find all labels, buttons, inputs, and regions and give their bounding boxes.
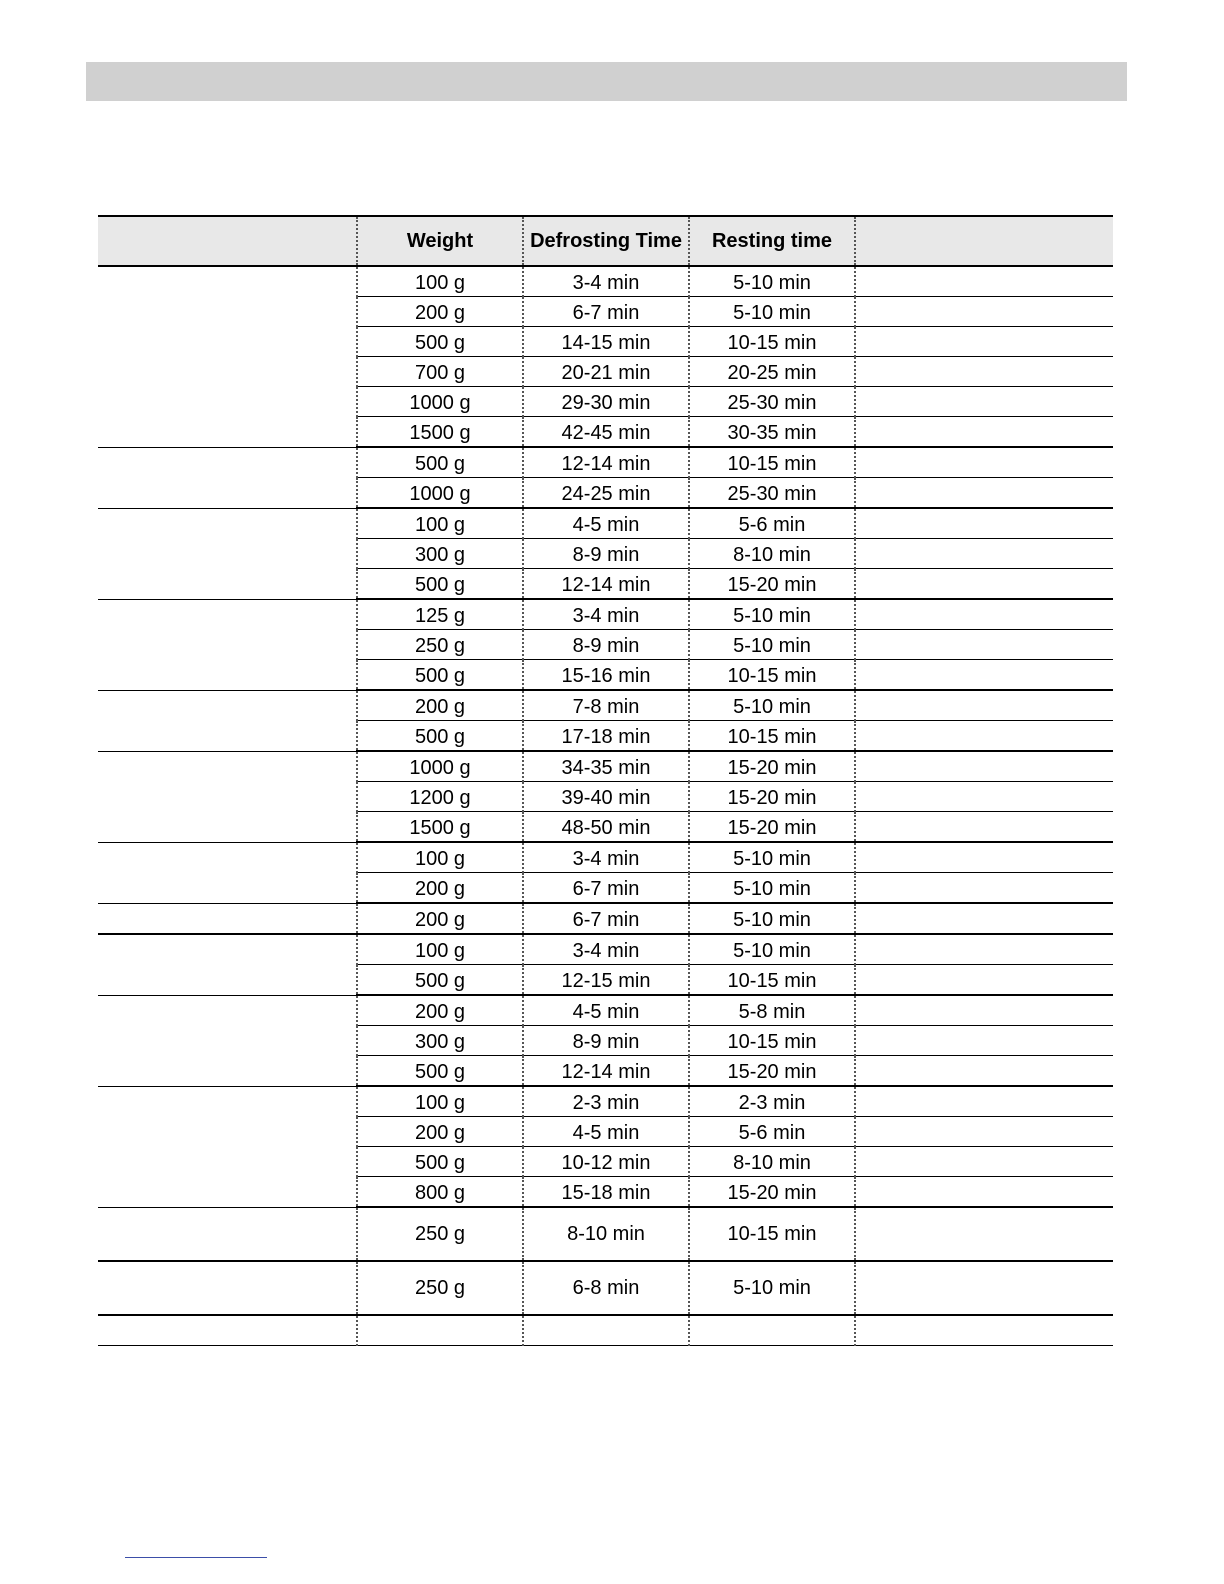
- notes-cell: [855, 478, 1113, 509]
- weight-cell: 1200 g: [357, 782, 523, 812]
- notes-cell: [855, 1086, 1113, 1117]
- table-row: [98, 508, 1113, 539]
- resting-time-cell: 5-10 min: [689, 599, 855, 630]
- weight-cell: 250 g: [357, 1261, 523, 1315]
- defrosting-time-cell: 6-8 min: [523, 1261, 689, 1315]
- defrosting-time-cell: 12-15 min: [523, 965, 689, 996]
- notes-cell: [855, 1056, 1113, 1087]
- weight-cell: 700 g: [357, 357, 523, 387]
- defrosting-time-cell: 39-40 min: [523, 782, 689, 812]
- defrosting-time-cell: 6-7 min: [523, 297, 689, 327]
- defrosting-time-cell: 8-9 min: [523, 539, 689, 569]
- resting-time-cell: 10-15 min: [689, 327, 855, 357]
- table-row: [98, 1207, 1113, 1261]
- weight-cell: 200 g: [357, 297, 523, 327]
- weight-cell: 500 g: [357, 721, 523, 752]
- table-row: [98, 266, 1113, 297]
- footer-link-underline: [125, 1557, 267, 1558]
- section-header-bar: [86, 62, 1127, 101]
- notes-cell: [855, 751, 1113, 782]
- weight-cell: 100 g: [357, 1086, 523, 1117]
- table-row: [98, 1261, 1113, 1315]
- defrosting-time-cell: 3-4 min: [523, 934, 689, 965]
- food-cell: [98, 1261, 357, 1315]
- weight-cell: 500 g: [357, 447, 523, 478]
- header-defrosting-time: Defrosting Time: [523, 216, 689, 266]
- resting-time-cell: 8-10 min: [689, 539, 855, 569]
- header-food: [98, 216, 357, 266]
- defrosting-time-cell: 34-35 min: [523, 751, 689, 782]
- resting-time-cell: 5-10 min: [689, 266, 855, 297]
- table-row: [98, 599, 1113, 630]
- food-cell: [98, 599, 357, 690]
- defrosting-time-cell: 3-4 min: [523, 842, 689, 873]
- resting-time-cell: 5-10 min: [689, 297, 855, 327]
- notes-cell: [855, 387, 1113, 417]
- resting-time-cell: 10-15 min: [689, 660, 855, 691]
- table-row: [98, 842, 1113, 873]
- resting-time-cell: 5-10 min: [689, 873, 855, 904]
- table-row: [98, 934, 1113, 965]
- notes-cell: [855, 539, 1113, 569]
- defrosting-time-cell: 6-7 min: [523, 873, 689, 904]
- table-row: [98, 1086, 1113, 1117]
- weight-cell: 500 g: [357, 569, 523, 600]
- table-row: [98, 690, 1113, 721]
- weight-cell: 1000 g: [357, 751, 523, 782]
- notes-cell: [855, 660, 1113, 691]
- defrosting-time-cell: 7-8 min: [523, 690, 689, 721]
- notes-cell: [855, 630, 1113, 660]
- defrosting-time-cell: 3-4 min: [523, 599, 689, 630]
- notes-cell: [855, 965, 1113, 996]
- defrosting-time-cell: [523, 1315, 689, 1346]
- food-cell: [98, 1207, 357, 1261]
- notes-cell: [855, 1177, 1113, 1208]
- weight-cell: 200 g: [357, 995, 523, 1026]
- notes-cell: [855, 1261, 1113, 1315]
- food-cell: [98, 266, 357, 447]
- defrosting-time-cell: 20-21 min: [523, 357, 689, 387]
- weight-cell: [357, 1315, 523, 1346]
- resting-time-cell: 5-10 min: [689, 934, 855, 965]
- notes-cell: [855, 721, 1113, 752]
- notes-cell: [855, 266, 1113, 297]
- defrosting-time-cell: 42-45 min: [523, 417, 689, 448]
- defrosting-time-cell: 2-3 min: [523, 1086, 689, 1117]
- resting-time-cell: 5-10 min: [689, 630, 855, 660]
- food-cell: [98, 508, 357, 599]
- weight-cell: 250 g: [357, 630, 523, 660]
- notes-cell: [855, 327, 1113, 357]
- defrosting-time-cell: 15-16 min: [523, 660, 689, 691]
- weight-cell: 1000 g: [357, 387, 523, 417]
- weight-cell: 125 g: [357, 599, 523, 630]
- defrosting-time-cell: 6-7 min: [523, 903, 689, 934]
- weight-cell: 800 g: [357, 1177, 523, 1208]
- notes-cell: [855, 1147, 1113, 1177]
- resting-time-cell: 10-15 min: [689, 721, 855, 752]
- defrosting-time-cell: 10-12 min: [523, 1147, 689, 1177]
- resting-time-cell: 15-20 min: [689, 812, 855, 843]
- weight-cell: 500 g: [357, 1056, 523, 1087]
- weight-cell: 100 g: [357, 266, 523, 297]
- resting-time-cell: 25-30 min: [689, 478, 855, 509]
- resting-time-cell: 5-6 min: [689, 508, 855, 539]
- food-cell: [98, 934, 357, 995]
- notes-cell: [855, 297, 1113, 327]
- resting-time-cell: 5-10 min: [689, 842, 855, 873]
- resting-time-cell: 5-10 min: [689, 1261, 855, 1315]
- notes-cell: [855, 1117, 1113, 1147]
- table-row: [98, 751, 1113, 782]
- resting-time-cell: 20-25 min: [689, 357, 855, 387]
- table-row: [98, 995, 1113, 1026]
- notes-cell: [855, 357, 1113, 387]
- defrosting-time-cell: 17-18 min: [523, 721, 689, 752]
- notes-cell: [855, 934, 1113, 965]
- defrosting-time-cell: 12-14 min: [523, 447, 689, 478]
- weight-cell: 250 g: [357, 1207, 523, 1261]
- notes-cell: [855, 1026, 1113, 1056]
- defrosting-time-cell: 29-30 min: [523, 387, 689, 417]
- resting-time-cell: 15-20 min: [689, 751, 855, 782]
- defrosting-time-cell: 24-25 min: [523, 478, 689, 509]
- resting-time-cell: [689, 1315, 855, 1346]
- food-cell: [98, 1086, 357, 1207]
- defrosting-time-cell: 48-50 min: [523, 812, 689, 843]
- resting-time-cell: 15-20 min: [689, 569, 855, 600]
- notes-cell: [855, 690, 1113, 721]
- table-row: [98, 903, 1113, 934]
- weight-cell: 500 g: [357, 327, 523, 357]
- weight-cell: 100 g: [357, 508, 523, 539]
- table-header: [98, 216, 1113, 266]
- weight-cell: 500 g: [357, 1147, 523, 1177]
- weight-cell: 100 g: [357, 934, 523, 965]
- header-row: [98, 216, 1113, 266]
- weight-cell: 1500 g: [357, 812, 523, 843]
- weight-cell: 500 g: [357, 965, 523, 996]
- defrosting-time-cell: 15-18 min: [523, 1177, 689, 1208]
- notes-cell: [855, 873, 1113, 904]
- defrosting-time-cell: 4-5 min: [523, 995, 689, 1026]
- food-cell: [98, 447, 357, 508]
- resting-time-cell: 10-15 min: [689, 447, 855, 478]
- resting-time-cell: 8-10 min: [689, 1147, 855, 1177]
- defrosting-time-cell: 12-14 min: [523, 569, 689, 600]
- resting-time-cell: 15-20 min: [689, 782, 855, 812]
- notes-cell: [855, 1207, 1113, 1261]
- resting-time-cell: 2-3 min: [689, 1086, 855, 1117]
- notes-cell: [855, 1315, 1113, 1346]
- notes-cell: [855, 447, 1113, 478]
- weight-cell: 200 g: [357, 903, 523, 934]
- weight-cell: 100 g: [357, 842, 523, 873]
- food-cell: [98, 903, 357, 934]
- table-row: [98, 1315, 1113, 1346]
- weight-cell: 200 g: [357, 873, 523, 904]
- weight-cell: 200 g: [357, 690, 523, 721]
- defrosting-table: [98, 215, 1113, 1346]
- weight-cell: 1500 g: [357, 417, 523, 448]
- defrosting-time-cell: 14-15 min: [523, 327, 689, 357]
- resting-time-cell: 5-8 min: [689, 995, 855, 1026]
- notes-cell: [855, 782, 1113, 812]
- defrosting-time-cell: 3-4 min: [523, 266, 689, 297]
- resting-time-cell: 5-10 min: [689, 903, 855, 934]
- notes-cell: [855, 599, 1113, 630]
- resting-time-cell: 30-35 min: [689, 417, 855, 448]
- weight-cell: 300 g: [357, 539, 523, 569]
- resting-time-cell: 10-15 min: [689, 1207, 855, 1261]
- notes-cell: [855, 903, 1113, 934]
- resting-time-cell: 15-20 min: [689, 1056, 855, 1087]
- header-weight: Weight: [357, 216, 523, 266]
- food-cell: [98, 842, 357, 903]
- resting-time-cell: 10-15 min: [689, 965, 855, 996]
- header-resting-time: Resting time: [689, 216, 855, 266]
- table-row: [98, 447, 1113, 478]
- header-notes: [855, 216, 1113, 266]
- weight-cell: 500 g: [357, 660, 523, 691]
- notes-cell: [855, 812, 1113, 843]
- notes-cell: [855, 569, 1113, 600]
- resting-time-cell: 5-10 min: [689, 690, 855, 721]
- defrosting-time-cell: 4-5 min: [523, 508, 689, 539]
- resting-time-cell: 5-6 min: [689, 1117, 855, 1147]
- food-cell: [98, 1315, 357, 1346]
- defrosting-time-cell: 8-10 min: [523, 1207, 689, 1261]
- weight-cell: 200 g: [357, 1117, 523, 1147]
- defrosting-time-cell: 4-5 min: [523, 1117, 689, 1147]
- resting-time-cell: 25-30 min: [689, 387, 855, 417]
- defrosting-time-cell: 8-9 min: [523, 1026, 689, 1056]
- weight-cell: 1000 g: [357, 478, 523, 509]
- defrosting-time-cell: 12-14 min: [523, 1056, 689, 1087]
- food-cell: [98, 690, 357, 751]
- notes-cell: [855, 995, 1113, 1026]
- table-body: [98, 266, 1113, 1346]
- resting-time-cell: 10-15 min: [689, 1026, 855, 1056]
- notes-cell: [855, 842, 1113, 873]
- notes-cell: [855, 508, 1113, 539]
- weight-cell: 300 g: [357, 1026, 523, 1056]
- food-cell: [98, 995, 357, 1086]
- defrosting-time-cell: 8-9 min: [523, 630, 689, 660]
- notes-cell: [855, 417, 1113, 448]
- resting-time-cell: 15-20 min: [689, 1177, 855, 1208]
- food-cell: [98, 751, 357, 842]
